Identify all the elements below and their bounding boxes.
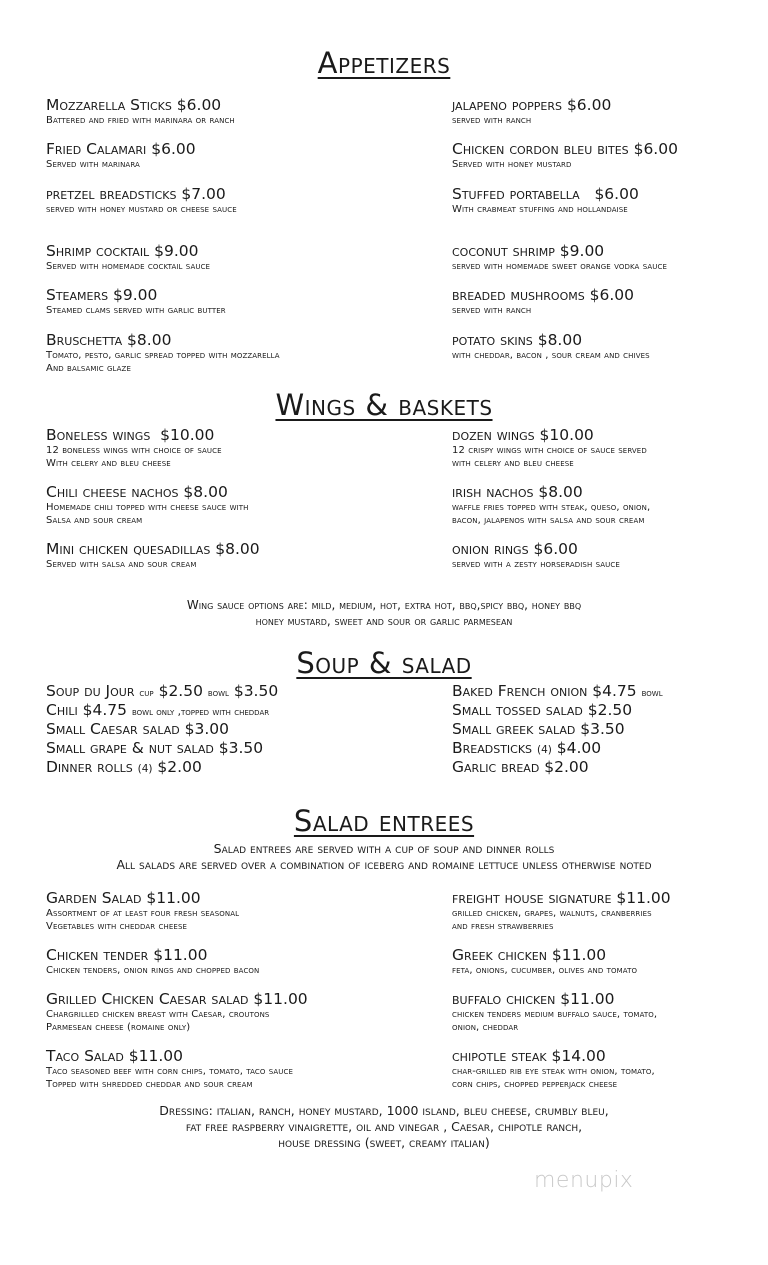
- soup-item: [46, 720, 229, 739]
- soup-size: bowl: [641, 687, 663, 699]
- item-desc: served with ranch: [452, 305, 532, 316]
- soup-text: Small tossed salad $2.50: [452, 701, 633, 719]
- item-desc: 12 crispy wings with choice of sauce served: [452, 445, 647, 456]
- item-name: freight house signature $11.00: [452, 889, 671, 907]
- menu-item: [46, 331, 280, 375]
- soup-text: Breadsticks: [452, 739, 537, 757]
- item-name: Stuffed portabella $6.00: [452, 185, 639, 203]
- soup-text: Chili $4.75: [46, 701, 132, 719]
- item-name: Chicken tender $11.00: [46, 946, 208, 964]
- item-name: Chicken cordon bleu bites $6.00: [452, 140, 678, 158]
- menu-item: [452, 990, 657, 1034]
- item-desc: served with honey mustard or cheese sauce: [46, 204, 237, 215]
- item-desc: served with a zesty horseradish sauce: [452, 559, 620, 570]
- soup-text: Garlic bread $2.00: [452, 758, 589, 776]
- soup-text: Small Caesar salad $3.00: [46, 720, 230, 738]
- menu-item: [46, 1047, 293, 1091]
- item-name: Steamers $9.00: [46, 286, 158, 304]
- soup-text: $4.00: [551, 739, 602, 757]
- item-name: coconut shrimp $9.00: [452, 242, 605, 260]
- soup-text: $2.00: [152, 758, 202, 776]
- item-name: jalapeno poppers $6.00: [452, 96, 612, 114]
- soup-item: [46, 758, 202, 779]
- item-desc: served with ranch: [452, 115, 532, 126]
- soup-size: cup: [139, 687, 154, 699]
- menu-item: [46, 426, 222, 470]
- soup-item: [452, 720, 625, 739]
- menu-item: [452, 483, 650, 527]
- item-name: Shrimp cocktail $9.00: [46, 242, 199, 260]
- item-name: Mozzarella Sticks $6.00: [46, 96, 222, 114]
- menu-item: [46, 990, 308, 1034]
- soup-text: Baked French onion $4.75: [452, 682, 642, 700]
- item-desc: onion, cheddar: [452, 1022, 519, 1033]
- item-name: dozen wings $10.00: [452, 426, 594, 444]
- dressing-line: fat free raspberry vinaigrette, oil and vinegar , Caesar, chipotle ranch,: [185, 1119, 583, 1134]
- menu-item: [46, 242, 210, 273]
- item-name: pretzel breadsticks $7.00: [46, 185, 226, 203]
- item-desc: corn chips, chopped pepperjack cheese: [452, 1079, 618, 1090]
- soup-item: [452, 739, 601, 760]
- item-desc: With crabmeat stuffing and hollandaise: [452, 204, 628, 215]
- item-desc: Homemade chili topped with cheese sauce with: [46, 502, 249, 513]
- item-name: Chili cheese nachos $8.00: [46, 483, 228, 501]
- soup-text: Small grape & nut salad $3.50: [46, 739, 264, 757]
- item-desc: With celery and bleu cheese: [46, 458, 171, 469]
- menu-item: [452, 426, 647, 470]
- item-desc: Served with marinara: [46, 159, 140, 170]
- menu-item: [46, 96, 235, 127]
- menu-item: [452, 331, 650, 362]
- dressing-note: [0, 1103, 768, 1151]
- soup-size: bowl: [207, 687, 229, 699]
- item-name: chipotle steak $14.00: [452, 1047, 606, 1065]
- soup-text: $3.50: [228, 682, 279, 700]
- menu-item: [46, 140, 196, 171]
- item-desc: Steamed clams served with garlic butter: [46, 305, 226, 316]
- item-desc: feta, onions, cucumber, olives and tomato: [452, 965, 638, 976]
- menu-item: [452, 185, 639, 216]
- item-name: onion rings $6.00: [452, 540, 578, 558]
- soup-item: [46, 739, 263, 758]
- menu-item: [46, 889, 239, 933]
- item-name: potato skins $8.00: [452, 331, 583, 349]
- intro-line: Salad entrees are served with a cup of soup and dinner rolls: [213, 841, 555, 856]
- note-line: Wing sauce options are: mild, medium, hot, extra hot, bbq,spicy bbq, honey bbq: [186, 598, 582, 612]
- item-name: Greek chicken $11.00: [452, 946, 607, 964]
- item-desc: Topped with shredded cheddar and sour cream: [46, 1079, 253, 1090]
- menu-item: [452, 889, 671, 933]
- item-desc: Chicken tenders, onion rings and chopped bacon: [46, 965, 260, 976]
- appetizers-heading: Appetizers: [317, 46, 451, 80]
- item-desc: Vegetables with cheddar cheese: [46, 921, 188, 932]
- dressing-line: house dressing (sweet, creamy italian): [278, 1135, 490, 1150]
- item-name: buffalo chicken $11.00: [452, 990, 615, 1008]
- item-desc: Tomato, pesto, garlic spread topped with mozzarella: [46, 350, 280, 361]
- item-name: Mini chicken quesadillas $8.00: [46, 540, 260, 558]
- menu-item: [452, 540, 620, 571]
- item-name: breaded mushrooms $6.00: [452, 286, 635, 304]
- dressing-line: Dressing: italian, ranch, honey mustard, 1000 island, bleu cheese, crumbly bleu,: [159, 1103, 609, 1118]
- item-name: Garden Salad $11.00: [46, 889, 201, 907]
- item-name: Taco Salad $11.00: [46, 1047, 183, 1065]
- item-name: Grilled Chicken Caesar salad $11.00: [46, 990, 308, 1008]
- item-desc: and fresh strawberries: [452, 921, 554, 932]
- soup-size: (4): [137, 763, 153, 775]
- menu-item: [452, 946, 637, 977]
- item-desc: Served with salsa and sour cream: [46, 559, 197, 570]
- soup-heading: Soup & salad: [296, 646, 472, 680]
- item-name: irish nachos $8.00: [452, 483, 583, 501]
- item-desc: with celery and bleu cheese: [452, 458, 574, 469]
- item-desc: waffle fries topped with steak, queso, onion,: [452, 502, 651, 513]
- item-name: Boneless wings $10.00: [46, 426, 215, 444]
- salad-entrees-heading: Salad entrees: [293, 804, 475, 838]
- soup-item: [452, 758, 589, 777]
- menu-item: [46, 286, 226, 317]
- item-desc: Parmesean cheese (romaine only): [46, 1022, 191, 1033]
- menu-item: [452, 1047, 655, 1091]
- item-desc: bacon, jalapenos with salsa and sour cream: [452, 515, 645, 526]
- item-name: Bruschetta $8.00: [46, 331, 172, 349]
- menu-item: [452, 140, 678, 171]
- item-desc: with cheddar, bacon , sour cream and chives: [452, 350, 650, 361]
- wings-heading: Wings & baskets: [275, 388, 493, 422]
- intro-line: All salads are served over a combination of iceberg and romaine lettuce unless otherwise noted: [116, 857, 652, 872]
- item-desc: 12 boneless wings with choice of sauce: [46, 445, 222, 456]
- menu-item: [452, 96, 611, 127]
- menu-item: [46, 483, 249, 527]
- item-desc: Taco seasoned beef with corn chips, tomato, taco sauce: [46, 1066, 294, 1077]
- item-desc: Served with homemade cocktail sauce: [46, 261, 211, 272]
- note-line: honey mustard, sweet and sour or garlic parmesean: [255, 613, 513, 628]
- item-desc: served with homemade sweet orange vodka sauce: [452, 261, 667, 272]
- soup-text: $2.50: [153, 682, 208, 700]
- menu-item: [46, 946, 259, 977]
- salad-intro: [0, 841, 768, 873]
- item-name: Fried Calamari $6.00: [46, 140, 196, 158]
- soup-item: [452, 701, 632, 720]
- soup-text: Soup du Jour: [46, 682, 140, 700]
- item-desc: grilled chicken, grapes, walnuts, cranberries: [452, 908, 652, 919]
- item-desc: Salsa and sour cream: [46, 515, 143, 526]
- item-desc: Battered and fried with marinara or ranch: [46, 115, 235, 126]
- item-desc: Assortment of at least four fresh seasonal: [46, 908, 240, 919]
- item-desc: Served with honey mustard: [452, 159, 572, 170]
- menupix-watermark: menupix: [534, 1168, 634, 1193]
- item-desc: char-grilled rib eye steak with onion, tomato,: [452, 1066, 655, 1077]
- item-desc: And balsamic glaze: [46, 363, 131, 374]
- soup-item: [46, 701, 269, 722]
- item-desc: chicken tenders medium buffalo sauce, tomato,: [452, 1009, 658, 1020]
- soup-text: Small greek salad $3.50: [452, 720, 625, 738]
- soup-item: [452, 682, 663, 703]
- menu-item: [452, 242, 667, 273]
- item-desc: Chargrilled chicken breast with Caesar, croutons: [46, 1009, 270, 1020]
- soup-item: [46, 682, 278, 703]
- soup-text: Dinner rolls: [46, 758, 138, 776]
- menu-item: [46, 185, 237, 216]
- menu-item: [452, 286, 634, 317]
- soup-size: (4): [536, 744, 552, 756]
- soup-size: bowl only ,topped with cheddar: [131, 706, 270, 718]
- menu-item: [46, 540, 260, 571]
- wing-sauce-note: [0, 598, 768, 629]
